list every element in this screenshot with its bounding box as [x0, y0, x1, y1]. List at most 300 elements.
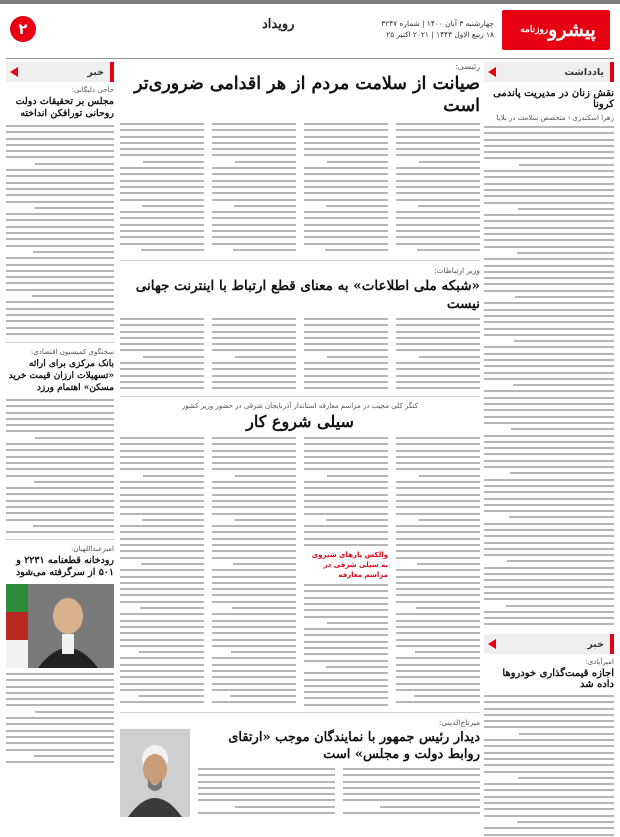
- text-line: [484, 416, 614, 418]
- text-line: [513, 384, 614, 386]
- text-line: [484, 409, 614, 411]
- text-line: [396, 199, 480, 201]
- text-line: [212, 664, 296, 666]
- text-line: [484, 170, 614, 172]
- text-line: [396, 683, 480, 685]
- text-line: [484, 523, 614, 525]
- text-line: [484, 328, 614, 330]
- text-line: [120, 186, 204, 188]
- text-line: [343, 768, 480, 770]
- news-title: اجازه قیمت‌گذاری خودروها داده شد: [502, 668, 614, 690]
- text-line: [415, 651, 480, 653]
- text-line: [484, 815, 614, 817]
- text-line: [212, 456, 296, 458]
- text-line: [6, 320, 114, 322]
- text-line: [34, 481, 114, 483]
- text-line: [212, 230, 296, 232]
- text-line: [396, 588, 480, 590]
- fourth-story: [120, 729, 480, 820]
- text-line: [484, 265, 614, 267]
- text-line: [484, 202, 614, 204]
- text-line: [212, 538, 296, 540]
- text-line: [484, 453, 614, 455]
- text-line: [140, 607, 204, 609]
- text-line: [304, 375, 388, 377]
- text-line: [212, 670, 296, 672]
- text-line: [212, 582, 296, 584]
- divider: [6, 539, 114, 540]
- text-line: [212, 437, 296, 439]
- text-line: [396, 123, 480, 125]
- text-line: [484, 139, 614, 141]
- text-line: [396, 657, 480, 659]
- text-line: [198, 781, 335, 783]
- text-line: [396, 224, 480, 226]
- text-line: [120, 569, 204, 571]
- text-line: [380, 806, 480, 808]
- text-line: [396, 136, 480, 138]
- text-line: [212, 487, 296, 489]
- text-line: [417, 563, 480, 565]
- text-line: [212, 481, 296, 483]
- text-line: [396, 613, 480, 615]
- text-line: [120, 324, 204, 326]
- text-line: [304, 641, 388, 643]
- text-line: [511, 428, 614, 430]
- text-line: [304, 609, 388, 611]
- text-line: [120, 192, 204, 194]
- text-line: [212, 588, 296, 590]
- text-line: [212, 689, 296, 691]
- text-line: [396, 531, 480, 533]
- text-line: [231, 651, 296, 653]
- text-line: [120, 576, 204, 578]
- left-column: [6, 62, 114, 832]
- text-line: [484, 365, 614, 367]
- note-author: زهرا اسکندری - متخصص سلامت در بلایا: [496, 114, 614, 122]
- text-line: [304, 437, 388, 439]
- text-line: [396, 450, 480, 452]
- text-line: [396, 525, 480, 527]
- text-line: [484, 726, 614, 728]
- text-line: [6, 698, 114, 700]
- text-line: [484, 573, 614, 575]
- text-line: [120, 450, 204, 452]
- divider: [120, 396, 480, 397]
- text-line: [235, 475, 296, 477]
- text-line: [484, 189, 614, 191]
- second-text-col-1: [396, 318, 480, 391]
- text-line: [304, 634, 388, 636]
- left-title-2: بانک مرکزی برای ارائه «تسهیلات ارزان قیمت خرید مسکن» اهتمام ورزد: [8, 359, 114, 393]
- main-column: [120, 62, 480, 832]
- text-line: [484, 695, 614, 697]
- text-line: [304, 672, 388, 674]
- text-line: [6, 144, 114, 146]
- text-line: [212, 594, 296, 596]
- photo-speaker: [120, 729, 190, 817]
- text-line: [396, 645, 480, 647]
- top-story-body: [120, 123, 480, 255]
- text-line: [396, 544, 480, 546]
- text-line: [120, 136, 204, 138]
- top-story-kicker: رئیسی:: [454, 62, 480, 71]
- text-line: [304, 647, 388, 649]
- top-text-col-3: [212, 123, 296, 255]
- text-line: [120, 236, 204, 238]
- text-line: [484, 258, 614, 260]
- text-line: [304, 186, 388, 188]
- text-line: [484, 796, 614, 798]
- text-line: [212, 123, 296, 125]
- third-text-col-2-top: [304, 437, 388, 546]
- text-line: [484, 701, 614, 703]
- text-line: [484, 422, 614, 424]
- text-line: [6, 475, 114, 477]
- second-text-col-2: [304, 318, 388, 391]
- text-line: [304, 450, 388, 452]
- text-line: [484, 466, 614, 468]
- text-line: [143, 161, 204, 163]
- bar-news: [484, 634, 614, 654]
- text-line: [6, 169, 114, 171]
- text-line: [6, 531, 114, 533]
- text-line: [484, 441, 614, 443]
- text-line: [6, 424, 114, 426]
- text-line: [396, 443, 480, 445]
- text-line: [120, 664, 204, 666]
- text-line: [6, 264, 114, 266]
- left-body-3: [6, 673, 114, 765]
- text-line: [484, 214, 614, 216]
- newspaper-logo: [502, 10, 610, 50]
- text-line: [120, 657, 204, 659]
- text-line: [484, 479, 614, 481]
- text-line: [510, 472, 614, 474]
- text-line: [484, 290, 614, 292]
- text-line: [304, 331, 388, 333]
- text-line: [120, 331, 204, 333]
- text-line: [198, 768, 335, 770]
- text-line: [304, 148, 388, 150]
- left-text-lines-3: [6, 673, 114, 763]
- text-line: [304, 653, 388, 655]
- text-line: [6, 245, 114, 247]
- text-line: [514, 340, 614, 342]
- text-line: [120, 639, 204, 641]
- text-line: [6, 333, 114, 335]
- arrow-icon: [488, 67, 496, 77]
- text-line: [120, 513, 204, 515]
- text-line: [484, 542, 614, 544]
- text-line: [506, 605, 614, 607]
- text-line: [484, 359, 614, 361]
- text-line: [304, 123, 388, 125]
- text-line: [484, 720, 614, 722]
- bar-news-label: خبر: [587, 638, 604, 650]
- text-line: [212, 531, 296, 533]
- text-line: [6, 512, 114, 514]
- text-line: [230, 695, 296, 697]
- text-line: [234, 205, 296, 207]
- text-line: [32, 295, 114, 297]
- text-line: [304, 136, 388, 138]
- text-line: [6, 188, 114, 190]
- text-line: [484, 397, 614, 399]
- text-line: [484, 321, 614, 323]
- text-line: [6, 125, 114, 127]
- text-line: [304, 513, 388, 515]
- text-line: [120, 531, 204, 533]
- text-line: [484, 617, 614, 619]
- text-line: [212, 217, 296, 219]
- text-line: [6, 493, 114, 495]
- text-line: [484, 334, 614, 336]
- news-text-lines: [484, 695, 614, 837]
- text-line: [6, 257, 114, 259]
- text-line: [120, 613, 204, 615]
- text-line: [212, 632, 296, 634]
- text-line: [484, 157, 614, 159]
- dateline-line-2: ۱۸ ربیع الاول ۱۴۴۳ | ۲۰۲۱ اکتبر ۲۵: [386, 30, 494, 39]
- left-body-2: [6, 399, 114, 534]
- text-line: [304, 531, 388, 533]
- header-rule: [6, 58, 614, 59]
- text-line: [304, 129, 388, 131]
- text-line: [120, 645, 204, 647]
- text-line: [120, 381, 204, 383]
- text-line: [484, 623, 614, 625]
- text-line: [484, 611, 614, 613]
- text-line: [212, 550, 296, 552]
- text-line: [212, 349, 296, 351]
- bar-left-news: [6, 62, 114, 82]
- text-line: [396, 494, 480, 496]
- text-line: [343, 774, 480, 776]
- text-line: [484, 246, 614, 248]
- text-line: [6, 723, 114, 725]
- left-body-1: [6, 125, 114, 337]
- text-line: [304, 236, 388, 238]
- text-line: [484, 346, 614, 348]
- text-line: [6, 679, 114, 681]
- text-line: [304, 481, 388, 483]
- text-line: [396, 664, 480, 666]
- top-text-col-2: [304, 123, 388, 255]
- fourth-story-title: دیدار رئیس جمهور با نمایندگان موجب «ارتقای روابط دولت و مجلس» است: [228, 730, 480, 762]
- text-line: [304, 538, 388, 540]
- text-line: [35, 163, 114, 165]
- text-line: [396, 550, 480, 552]
- text-line: [212, 331, 296, 333]
- text-line: [143, 475, 204, 477]
- text-line: [419, 356, 480, 358]
- text-line: [6, 238, 114, 240]
- text-line: [212, 180, 296, 182]
- text-line: [484, 485, 614, 487]
- text-line: [416, 607, 480, 609]
- text-line: [396, 362, 480, 364]
- text-line: [418, 519, 480, 521]
- text-line: [212, 236, 296, 238]
- dateline-line-1: چهارشنبه ۳ آبان ۱۴۰۰ | شماره ۳۲۴۷: [381, 19, 494, 28]
- text-line: [396, 129, 480, 131]
- text-line: [141, 563, 204, 565]
- left-title-1: مجلس بر تحقیقات دولت روحانی تورافکن انداخته: [15, 96, 114, 119]
- portrait-photo: [120, 729, 190, 817]
- text-line: [518, 208, 614, 210]
- text-line: [484, 151, 614, 153]
- text-line: [484, 758, 614, 760]
- text-line: [484, 176, 614, 178]
- text-line: [120, 180, 204, 182]
- text-line: [484, 834, 614, 836]
- text-line: [212, 506, 296, 508]
- text-line: [327, 356, 388, 358]
- text-line: [142, 519, 204, 521]
- text-line: [304, 349, 388, 351]
- text-line: [6, 692, 114, 694]
- second-story-kicker: وزیر ارتباطات:: [433, 266, 480, 275]
- text-line: [304, 603, 388, 605]
- text-line: [212, 557, 296, 559]
- logo-text: پیشرو: [548, 19, 596, 41]
- text-line: [212, 683, 296, 685]
- text-line: [6, 749, 114, 751]
- text-line: [484, 802, 614, 804]
- text-line: [484, 714, 614, 716]
- text-line: [35, 711, 114, 713]
- text-line: [304, 468, 388, 470]
- text-line: [304, 362, 388, 364]
- text-line: [120, 670, 204, 672]
- text-line: [396, 173, 480, 175]
- text-line: [484, 239, 614, 241]
- text-line: [484, 529, 614, 531]
- text-line: [396, 387, 480, 389]
- text-line: [6, 276, 114, 278]
- text-line: [212, 173, 296, 175]
- text-line: [484, 827, 614, 829]
- text-line: [304, 544, 388, 546]
- text-line: [304, 192, 388, 194]
- text-line: [212, 337, 296, 339]
- text-line: [6, 405, 114, 407]
- text-line: [120, 632, 204, 634]
- text-line: [120, 375, 204, 377]
- text-line: [212, 362, 296, 364]
- text-line: [212, 494, 296, 496]
- text-line: [120, 689, 204, 691]
- third-text-col-1: [396, 437, 480, 707]
- text-line: [120, 437, 204, 439]
- text-line: [212, 387, 296, 389]
- text-line: [304, 443, 388, 445]
- text-line: [120, 500, 204, 502]
- text-line: [484, 460, 614, 462]
- text-line: [33, 525, 114, 527]
- text-line: [343, 787, 480, 789]
- right-column: [484, 62, 614, 832]
- text-line: [484, 447, 614, 449]
- text-line: [517, 252, 615, 254]
- text-line: [396, 500, 480, 502]
- text-line: [484, 739, 614, 741]
- text-line: [6, 506, 114, 508]
- text-line: [343, 812, 480, 814]
- text-line: [484, 315, 614, 317]
- text-line: [35, 437, 114, 439]
- text-line: [212, 601, 296, 603]
- text-line: [484, 183, 614, 185]
- bar-left-news-label: خبر: [87, 66, 104, 78]
- text-line: [212, 468, 296, 470]
- news-body: [484, 695, 614, 837]
- text-line: [6, 468, 114, 470]
- text-line: [304, 167, 388, 169]
- text-line: [304, 584, 388, 586]
- text-line: [484, 789, 614, 791]
- text-line: [120, 142, 204, 144]
- text-line: [304, 628, 388, 630]
- text-line: [304, 494, 388, 496]
- text-line: [484, 579, 614, 581]
- text-line: [484, 598, 614, 600]
- text-line: [120, 148, 204, 150]
- text-line: [120, 601, 204, 603]
- note-text-lines: [484, 126, 614, 625]
- text-line: [304, 500, 388, 502]
- text-line: [396, 236, 480, 238]
- top-text-col-1: [396, 123, 480, 255]
- text-line: [396, 513, 480, 515]
- text-line: [484, 372, 614, 374]
- text-line: [396, 142, 480, 144]
- text-line: [212, 525, 296, 527]
- text-line: [304, 525, 388, 527]
- text-line: [396, 689, 480, 691]
- text-line: [396, 456, 480, 458]
- text-line: [212, 324, 296, 326]
- text-line: [120, 362, 204, 364]
- text-line: [120, 588, 204, 590]
- text-line: [304, 456, 388, 458]
- text-line: [120, 456, 204, 458]
- logo-sub: روزنامه: [520, 25, 549, 35]
- third-story-kicker: کنگر کلی مجیب در مراسم معارفه استاندار آذربایجان شرقی در حضور وزیر کشور: [181, 402, 419, 410]
- text-line: [6, 462, 114, 464]
- text-line: [484, 783, 614, 785]
- text-line: [515, 296, 614, 298]
- text-line: [212, 243, 296, 245]
- text-line: [327, 622, 388, 624]
- text-line: [484, 378, 614, 380]
- text-line: [484, 708, 614, 710]
- text-line: [198, 799, 335, 801]
- text-line: [484, 764, 614, 766]
- text-line: [212, 318, 296, 320]
- text-line: [120, 594, 204, 596]
- masthead: [0, 6, 620, 56]
- text-line: [6, 138, 114, 140]
- text-line: [6, 182, 114, 184]
- second-text-col-4: [120, 318, 204, 391]
- text-line: [519, 164, 614, 166]
- text-line: [484, 283, 614, 285]
- page-number-badge: ۲: [10, 16, 36, 42]
- text-line: [484, 498, 614, 500]
- note-body: [484, 126, 614, 628]
